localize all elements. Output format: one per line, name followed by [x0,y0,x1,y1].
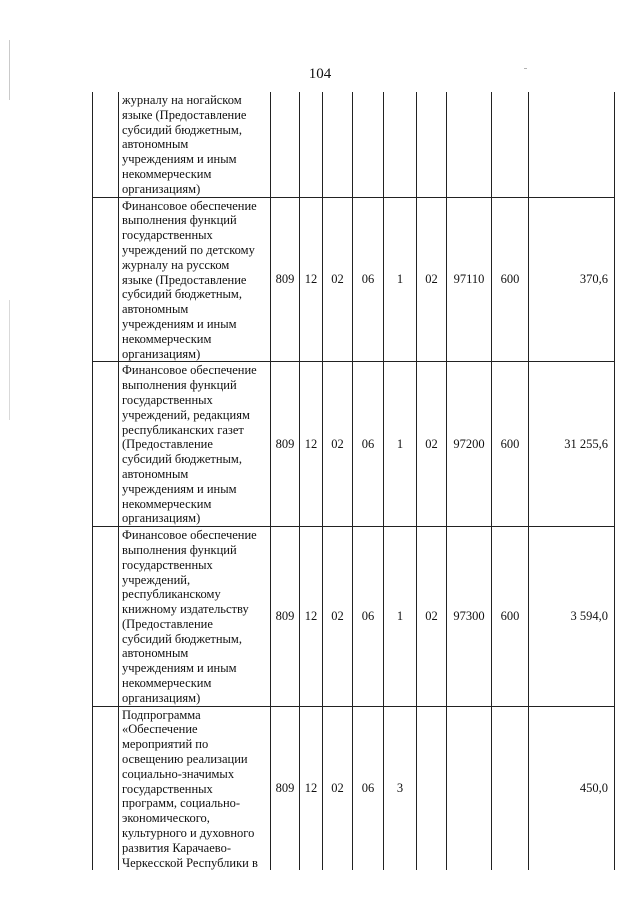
expense-type-cell [492,92,529,197]
subsection-code-cell: 02 [323,706,353,870]
activity-code-cell [417,92,447,197]
row-number-cell [93,197,119,362]
description-cell: Финансовое обеспечение выполнения функций государственных учреждений, редакциям республиканских газет (Предоставление субсидий бюджетным, автономным учреждениям и иным некоммерческим организациям) [119,362,271,527]
budget-table [92,92,615,870]
amount-cell: 31 255,6 [529,362,615,527]
page-number: 104 [308,66,332,82]
amount-cell: 370,6 [529,197,615,362]
direction-code-cell: 97110 [447,197,492,362]
subsection-code-cell: 02 [323,197,353,362]
scan-artifact [9,40,10,100]
direction-code-cell [447,92,492,197]
subprogram-code-cell: 1 [384,362,417,527]
amount-cell: 450,0 [529,706,615,870]
table-row [93,527,615,707]
description-cell: Подпрограмма «Обеспечение мероприятий по освещению реализации социально-значимых государственных программ, социально- экономического, культурного и духовного развития Карачаево- Черкесской Республики в [119,706,271,870]
scan-artifact [9,300,10,420]
ministry-code-cell [271,92,300,197]
ministry-code-cell: 809 [271,362,300,527]
section-code-cell: 12 [300,197,323,362]
table-row [93,362,615,527]
section-code-cell: 12 [300,527,323,707]
subprogram-code-cell [384,92,417,197]
program-code-cell: 06 [353,197,384,362]
program-code-cell: 06 [353,706,384,870]
subprogram-code-cell: 1 [384,197,417,362]
subprogram-code-cell: 1 [384,527,417,707]
section-code-cell [300,92,323,197]
amount-cell [529,92,615,197]
program-code-cell: 06 [353,362,384,527]
subsection-code-cell: 02 [323,362,353,527]
ministry-code-cell: 809 [271,197,300,362]
expense-type-cell [492,706,529,870]
table-row [93,197,615,362]
direction-code-cell: 97300 [447,527,492,707]
amount-cell: 3 594,0 [529,527,615,707]
row-number-cell [93,362,119,527]
description-cell: Финансовое обеспечение выполнения функций государственных учреждений, республиканскому книжному издательству (Предоставление субсидий бюджетным, автономным учреждениям и иным некоммерческим организациям) [119,527,271,707]
description-cell: журналу на ногайском языке (Предоставление субсидий бюджетным, автономным учреждениям и иным некоммерческим организациям) [119,92,271,197]
activity-code-cell [417,706,447,870]
expense-type-cell: 600 [492,362,529,527]
activity-code-cell: 02 [417,362,447,527]
row-number-cell [93,706,119,870]
row-number-cell [93,527,119,707]
table-row [93,706,615,870]
expense-type-cell: 600 [492,197,529,362]
direction-code-cell [447,706,492,870]
direction-code-cell: 97200 [447,362,492,527]
description-cell: Финансовое обеспечение выполнения функций государственных учреждений по детскому журналу на русском языке (Предоставление субсидий бюджетным, автономным учреждениям и иным некоммерческим организациям) [119,197,271,362]
subsection-code-cell [323,92,353,197]
activity-code-cell: 02 [417,197,447,362]
program-code-cell: 06 [353,527,384,707]
subprogram-code-cell: 3 [384,706,417,870]
row-number-cell [93,92,119,197]
ministry-code-cell: 809 [271,706,300,870]
program-code-cell [353,92,384,197]
section-code-cell: 12 [300,706,323,870]
subsection-code-cell: 02 [323,527,353,707]
section-code-cell: 12 [300,362,323,527]
activity-code-cell: 02 [417,527,447,707]
ministry-code-cell: 809 [271,527,300,707]
expense-type-cell: 600 [492,527,529,707]
table-row [93,92,615,197]
scan-artifact [524,68,527,69]
